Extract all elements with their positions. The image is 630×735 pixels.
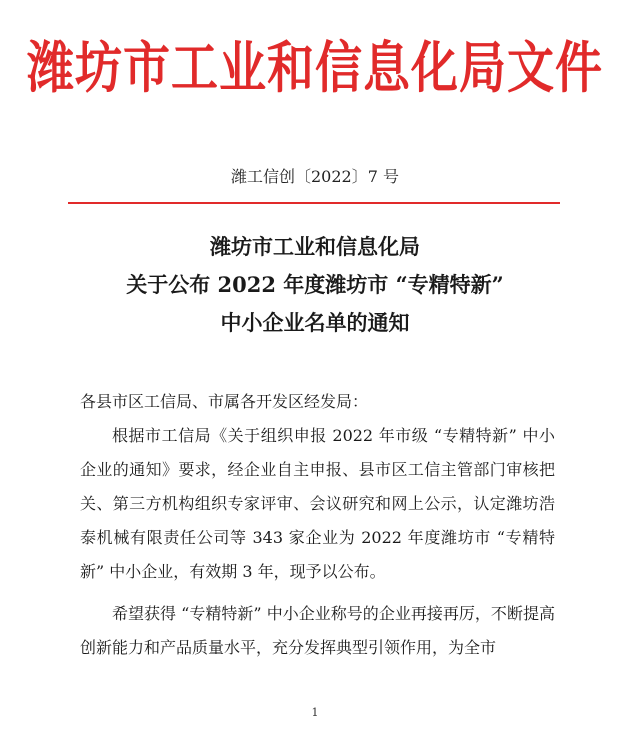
title-line-2: 关于公布 2022 年度潍坊市 “专精特新” (126, 272, 504, 297)
body-paragraph-1: 根据市工信局《关于组织申报 2022 年市级 “专精特新” 中小企业的通知》要求，经企业自主申报、县市区工信主管部门审核把关、第三方机构组织专家评审、会议研究和网上公示，认定潍坊浩泰机械有限责任公司等 343 家企业为 2022 年度潍坊市 “专精特新” 中小企业，有效期 3 年，现予以公布。 (80, 426, 555, 581)
salutation: 各县市区工信局、市属各开发区经发局： (80, 392, 369, 411)
notice-body (80, 385, 555, 665)
title-line-3: 中小企业名单的通知 (220, 310, 410, 335)
title-line-1: 潍坊市工业和信息化局 (210, 234, 420, 259)
document-number: 潍工信创〔2022〕7 号 (231, 167, 399, 186)
body-paragraph-2: 希望获得 “专精特新” 中小企业称号的企业再接再厉，不断提高创新能力和产品质量水平，充分发挥典型引领作用，为全市 (80, 604, 555, 657)
red-divider-line (68, 202, 560, 204)
page-number: 1 (311, 706, 319, 719)
notice-title (0, 228, 630, 342)
org-title-header: 潍坊市工业和信息化局文件 (27, 36, 603, 102)
